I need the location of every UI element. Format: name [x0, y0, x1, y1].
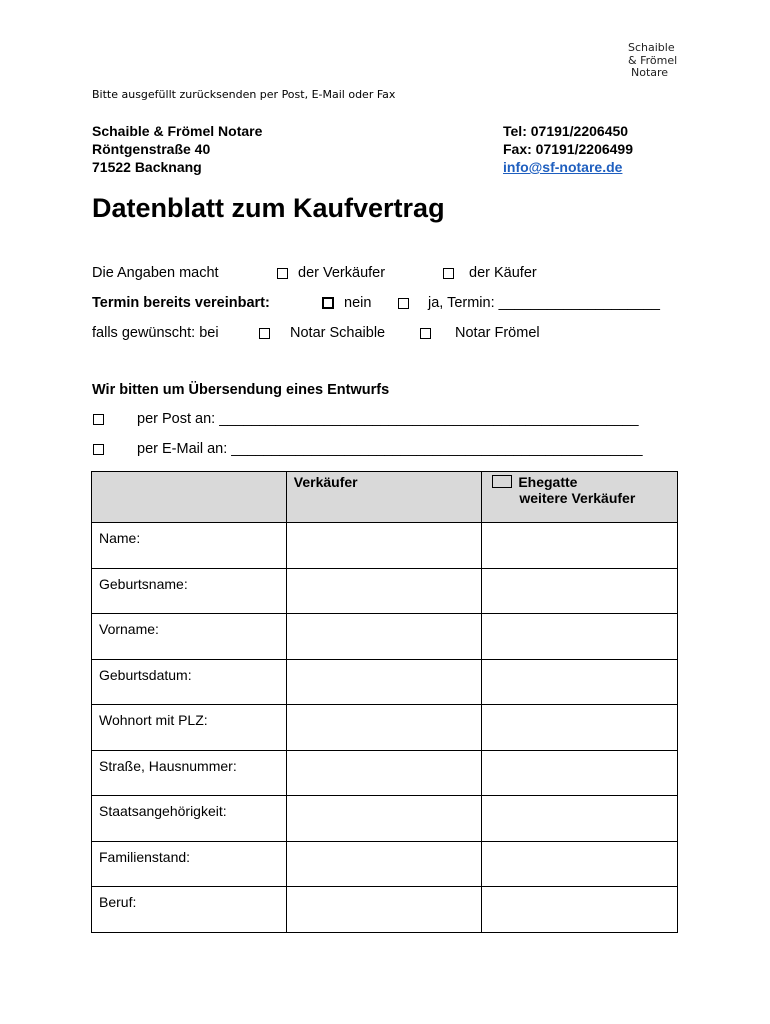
kaeufer-option-label: der Käufer: [469, 265, 537, 281]
row-label-cell: [92, 705, 287, 751]
page-title: Datenblatt zum Kaufvertrag: [92, 193, 445, 223]
header-note: Bitte ausgefüllt zurücksenden per Post, E-Mail oder Fax: [92, 88, 396, 101]
ehegatte-input-cell[interactable]: [482, 705, 678, 751]
verkaeufer-input-cell[interactable]: [286, 614, 482, 660]
ehegatte-checkbox[interactable]: [492, 475, 512, 488]
row-label: Geburtsdatum:: [99, 666, 192, 683]
contact-fax: Fax: 07191/2206499: [503, 141, 633, 157]
notar-schaible-label: Notar Schaible: [290, 325, 386, 341]
verkaeufer-option-label: der Verkäufer: [298, 265, 386, 281]
table-row: [92, 614, 678, 660]
table-row: [92, 568, 678, 614]
row-label-cell: [92, 796, 287, 842]
row-label-cell: [92, 614, 287, 660]
row-label-cell: [92, 523, 287, 569]
email-checkbox[interactable]: [93, 444, 104, 455]
address-block: [92, 122, 262, 176]
header-ehegatte-label: Ehegatte: [518, 474, 578, 490]
row-label: Straße, Hausnummer:: [99, 757, 237, 774]
notar-label: falls gewünscht: bei: [92, 325, 219, 341]
table-row: [92, 887, 678, 933]
ehegatte-input-cell[interactable]: [482, 523, 678, 569]
ehegatte-input-cell[interactable]: [482, 568, 678, 614]
row-label-cell: [92, 750, 287, 796]
table-row: [92, 750, 678, 796]
email-field[interactable]: per E-Mail an: ___________________________________________________: [137, 441, 643, 457]
contact-email-link[interactable]: info@sf-notare.de: [503, 159, 623, 175]
row-label-cell: [92, 659, 287, 705]
ehegatte-input-cell[interactable]: [482, 841, 678, 887]
ehegatte-input-cell[interactable]: [482, 796, 678, 842]
row-label: Vorname:: [99, 621, 159, 637]
address-city: 71522 Backnang: [92, 159, 202, 175]
address-street: Röntgenstraße 40: [92, 141, 211, 157]
row-label: Staatsangehörigkeit:: [99, 803, 227, 819]
verkaeufer-input-cell[interactable]: [286, 523, 482, 569]
logo: [628, 42, 677, 80]
table-row: [92, 659, 678, 705]
table-row: [92, 705, 678, 751]
entwurf-heading: Wir bitten um Übersendung eines Entwurfs: [92, 382, 390, 398]
logo-line-2: & Frömel: [628, 53, 678, 67]
notar-froemel-label: Notar Frömel: [455, 325, 540, 341]
row-label-cell: [92, 887, 287, 933]
verkaeufer-input-cell[interactable]: [286, 705, 482, 751]
post-checkbox[interactable]: [93, 414, 104, 425]
table-row: [92, 523, 678, 569]
row-label: Wohnort mit PLZ:: [99, 712, 208, 728]
termin-label: Termin bereits vereinbart:: [92, 295, 270, 311]
ehegatte-input-cell[interactable]: [482, 659, 678, 705]
row-label: Geburtsname:: [99, 575, 188, 592]
logo-line-1: Schaible: [628, 41, 675, 54]
table-header-row: [92, 472, 678, 523]
angaben-label: Die Angaben macht: [92, 265, 219, 281]
termin-ja-checkbox[interactable]: [398, 298, 409, 309]
verkaeufer-input-cell[interactable]: [286, 796, 482, 842]
kaeufer-checkbox[interactable]: [443, 268, 454, 279]
header-weitere-label: weitere Verkäufer: [519, 490, 636, 506]
ehegatte-input-cell[interactable]: [482, 750, 678, 796]
header-empty-cell: [92, 472, 287, 523]
header-verkaeufer-cell: [286, 472, 482, 523]
notar-schaible-checkbox[interactable]: [259, 328, 270, 339]
ehegatte-input-cell[interactable]: [482, 887, 678, 933]
row-label: Familienstand:: [99, 848, 191, 865]
row-label-cell: [92, 841, 287, 887]
post-field[interactable]: per Post an: ____________________________________________________: [137, 411, 639, 427]
logo-line-3: Notare: [631, 66, 669, 79]
row-label: Name:: [99, 530, 141, 546]
verkaeufer-input-cell[interactable]: [286, 568, 482, 614]
header-ehegatte-cell: [482, 472, 678, 523]
data-table: [91, 471, 678, 933]
verkaeufer-checkbox[interactable]: [277, 268, 288, 279]
verkaeufer-input-cell[interactable]: [286, 887, 482, 933]
notar-froemel-checkbox[interactable]: [420, 328, 431, 339]
termin-nein-label: nein: [344, 295, 372, 311]
table-row: [92, 841, 678, 887]
header-verkaeufer-label: Verkäufer: [293, 474, 358, 490]
row-label-cell: [92, 568, 287, 614]
contact-block: [503, 122, 633, 176]
verkaeufer-input-cell[interactable]: [286, 841, 482, 887]
table-row: [92, 796, 678, 842]
verkaeufer-input-cell[interactable]: [286, 659, 482, 705]
row-label: Beruf:: [99, 894, 137, 910]
termin-ja-label: ja, Termin: ____________________: [428, 295, 660, 311]
termin-nein-checkbox[interactable]: [322, 297, 334, 309]
contact-tel: Tel: 07191/2206450: [503, 123, 629, 139]
address-name: Schaible & Frömel Notare: [92, 123, 263, 139]
ehegatte-input-cell[interactable]: [482, 614, 678, 660]
verkaeufer-input-cell[interactable]: [286, 750, 482, 796]
